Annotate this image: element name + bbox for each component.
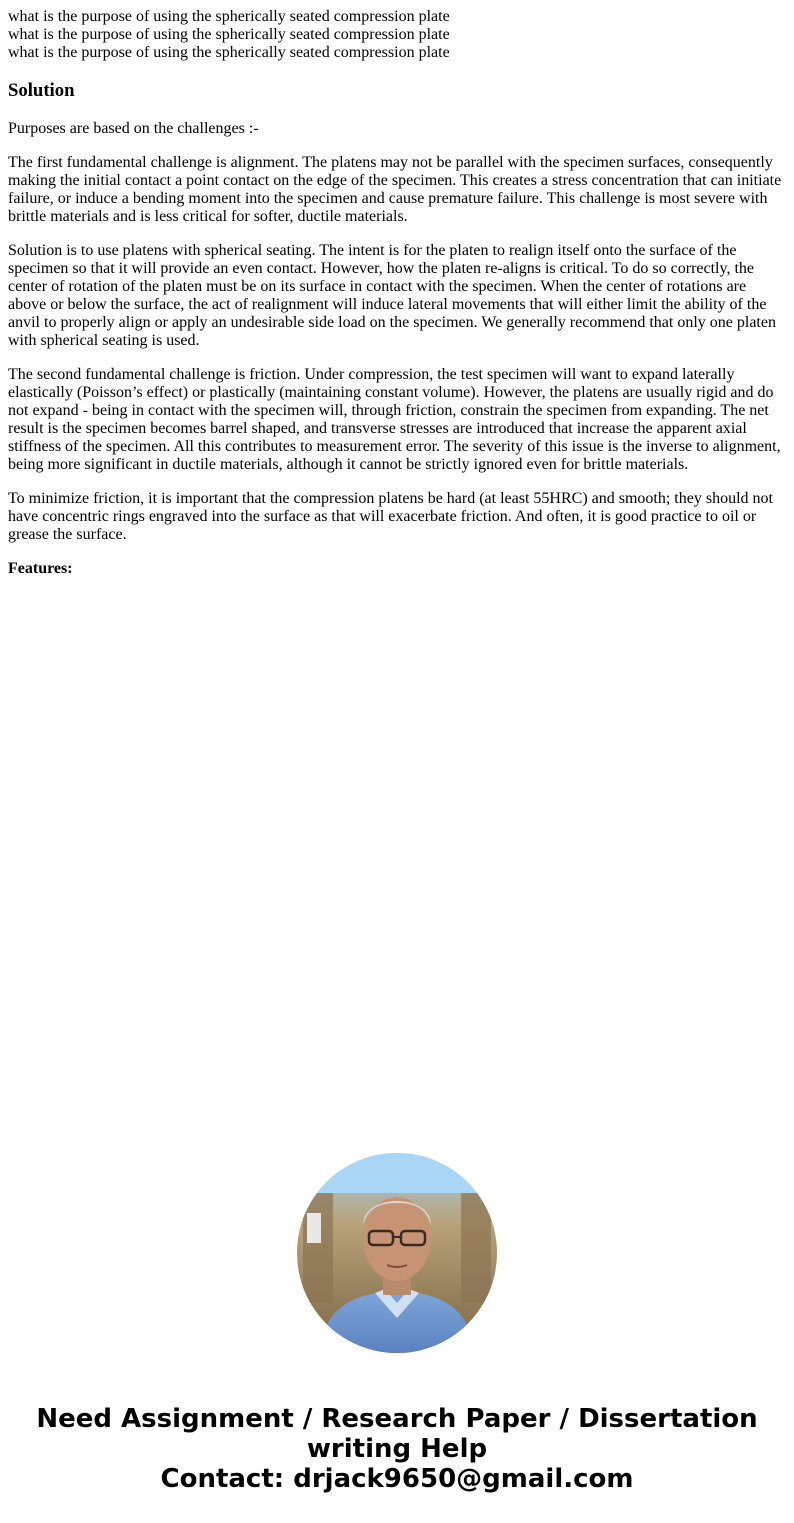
- document-body: [8, 8, 786, 594]
- features-label: Features:: [8, 560, 73, 577]
- help-banner-line: writing Help: [306, 1434, 488, 1464]
- avatar-portrait-image: [297, 1153, 497, 1353]
- avatar: [297, 1153, 497, 1353]
- question-line: what is the purpose of using the spherically seated compression plate: [8, 8, 450, 25]
- solution-paragraph: Purposes are based on the challenges :-: [8, 120, 259, 137]
- help-banner: [0, 1404, 794, 1494]
- question-line: what is the purpose of using the spherically seated compression plate: [8, 26, 450, 43]
- solution-paragraph: The first fundamental challenge is alignment. The platens may not be parallel with the specimen surfaces, consequently making the initial contact a point contact on the edge of the specimen. This creates a stress concentration that can initiate failure, or induce a bending moment into the specimen and cause premature failure. This challenge is most severe with brittle materials and is less critical for softer, ductile materials.: [8, 154, 782, 225]
- solution-heading: Solution: [8, 80, 75, 101]
- help-banner-line: Need Assignment / Research Paper / Dissertation: [36, 1404, 758, 1434]
- solution-paragraph: The second fundamental challenge is friction. Under compression, the test specimen will want to expand laterally elastically (Poisson’s effect) or plastically (maintaining constant volume). However, the platens are usually rigid and do not expand - being in contact with the specimen will, through friction, constrain the specimen from expanding. The net result is the specimen becomes barrel shaped, and transverse stresses are introduced that increase the apparent axial stiffness of the specimen. All this contributes to measurement error. The severity of this issue is the inverse to alignment, being more significant in ductile materials, although it cannot be strictly ignored even for brittle materials.: [8, 366, 781, 473]
- contact-email: Contact: drjack9650@gmail.com: [160, 1464, 634, 1494]
- question-line: what is the purpose of using the spherically seated compression plate: [8, 44, 450, 61]
- question-block: [8, 8, 786, 62]
- solution-paragraph: To minimize friction, it is important that the compression platens be hard (at least 55HRC) and smooth; they should not have concentric rings engraved into the surface as that will exacerbate friction. And often, it is good practice to oil or grease the surface.: [8, 490, 773, 543]
- solution-paragraph: Solution is to use platens with spherical seating. The intent is for the platen to realign itself onto the surface of the specimen so that it will provide an even contact. However, how the platen re-aligns is critical. To do so correctly, the center of rotation of the platen must be on its surface in contact with the specimen. When the center of rotations are above or below the surface, the act of realignment will induce lateral movements that will either limit the ability of the anvil to properly align or apply an undesirable side load on the specimen. We generally recommend that only one platen with spherical seating is used.: [8, 242, 776, 349]
